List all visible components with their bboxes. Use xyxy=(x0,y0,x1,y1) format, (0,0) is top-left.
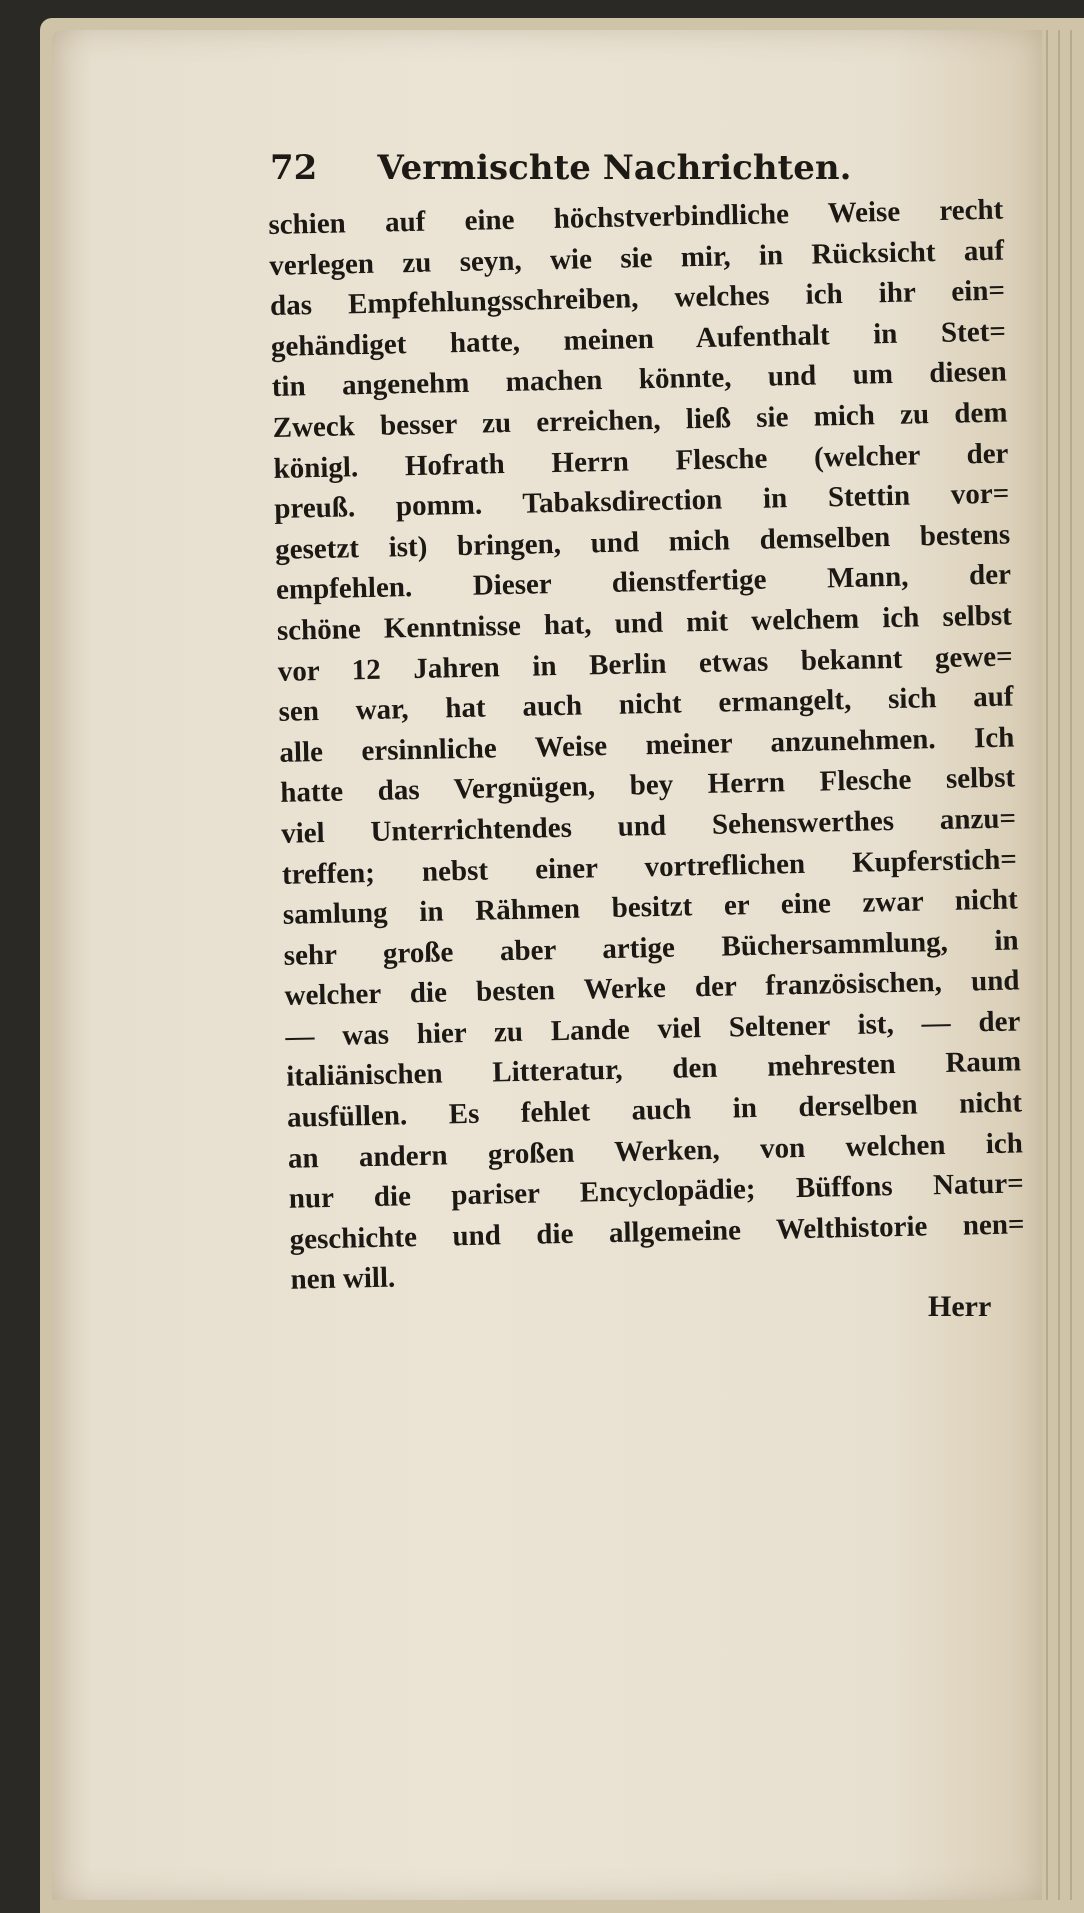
text-line: vor 12 Jahren in Berlin etwas bekannt gewe= xyxy=(277,640,1013,688)
text-line: gehändiget hatte, meinen Aufenthalt in Stet= xyxy=(270,315,1007,363)
text-line: königl. Hofrath Herrn Flesche (welcher der xyxy=(273,437,1009,485)
text-line: — was hier zu Lande viel Seltener ist, — der xyxy=(285,1005,1021,1053)
text-line: nen will. xyxy=(290,1262,396,1297)
page-edge xyxy=(1046,30,1048,1900)
text-line: tin angenehm machen könnte, und um diesen xyxy=(271,355,1007,404)
text-line: verlegen zu seyn, wie sie mir, in Rücksicht auf xyxy=(268,234,1005,282)
text-line: schöne Kenntnisse hat, und mit welchem ich selbst xyxy=(276,599,1013,647)
text-line: treffen; nebst einer vortreflichen Kupferstich= xyxy=(281,842,1018,891)
text-line: hatte das Vergnügen, bey Herrn Flesche selbst xyxy=(279,761,1016,810)
text-line: das Empfehlungsschreiben, welches ich ihr ein= xyxy=(269,274,1006,323)
text-line: schien auf eine höchstverbindliche Weise recht xyxy=(268,193,1004,241)
text-line: geschichte und die allgemeine Welthistorie nen= xyxy=(289,1208,1025,1256)
running-title: Vermischte Nachrichten. xyxy=(377,148,852,188)
text-line: empfehlen. Dieser dienstfertige Mann, der xyxy=(275,558,1012,607)
text-line: samlung in Rähmen besitzt er eine zwar nicht xyxy=(282,883,1019,931)
page-edge xyxy=(1070,30,1072,1900)
catchword: Herr xyxy=(928,1290,992,1323)
page-number: 72 xyxy=(270,148,318,188)
page-header xyxy=(270,148,851,188)
body-text xyxy=(268,190,1026,1301)
text-line: welcher die besten Werke der französischen, und xyxy=(284,964,1020,1013)
text-line: preuß. pomm. Tabaksdirection in Stettin vor= xyxy=(274,477,1010,526)
page-edge xyxy=(1058,30,1060,1900)
text-line: Zweck besser zu erreichen, ließ sie mich zu dem xyxy=(272,396,1008,444)
text-line: viel Unterrichtendes und Sehenswerthes anzu= xyxy=(280,802,1017,850)
text-line: italiänischen Litteratur, den mehresten Raum xyxy=(285,1045,1022,1094)
text-line: sehr große aber artige Büchersammlung, in xyxy=(283,924,1019,972)
text-line: sen war, hat auch nicht ermangelt, sich auf xyxy=(278,680,1014,729)
text-line: an andern großen Werken, von welchen ich xyxy=(287,1127,1024,1175)
text-line: nur die pariser Encyclopädie; Büffons Natur= xyxy=(288,1167,1024,1216)
text-line: gesetzt ist) bringen, und mich demselben bestens xyxy=(274,518,1011,566)
text-line: ausfüllen. Es fehlet auch in derselben nicht xyxy=(286,1086,1023,1134)
text-line: alle ersinnliche Weise meiner anzunehmen. Ich xyxy=(279,721,1015,769)
